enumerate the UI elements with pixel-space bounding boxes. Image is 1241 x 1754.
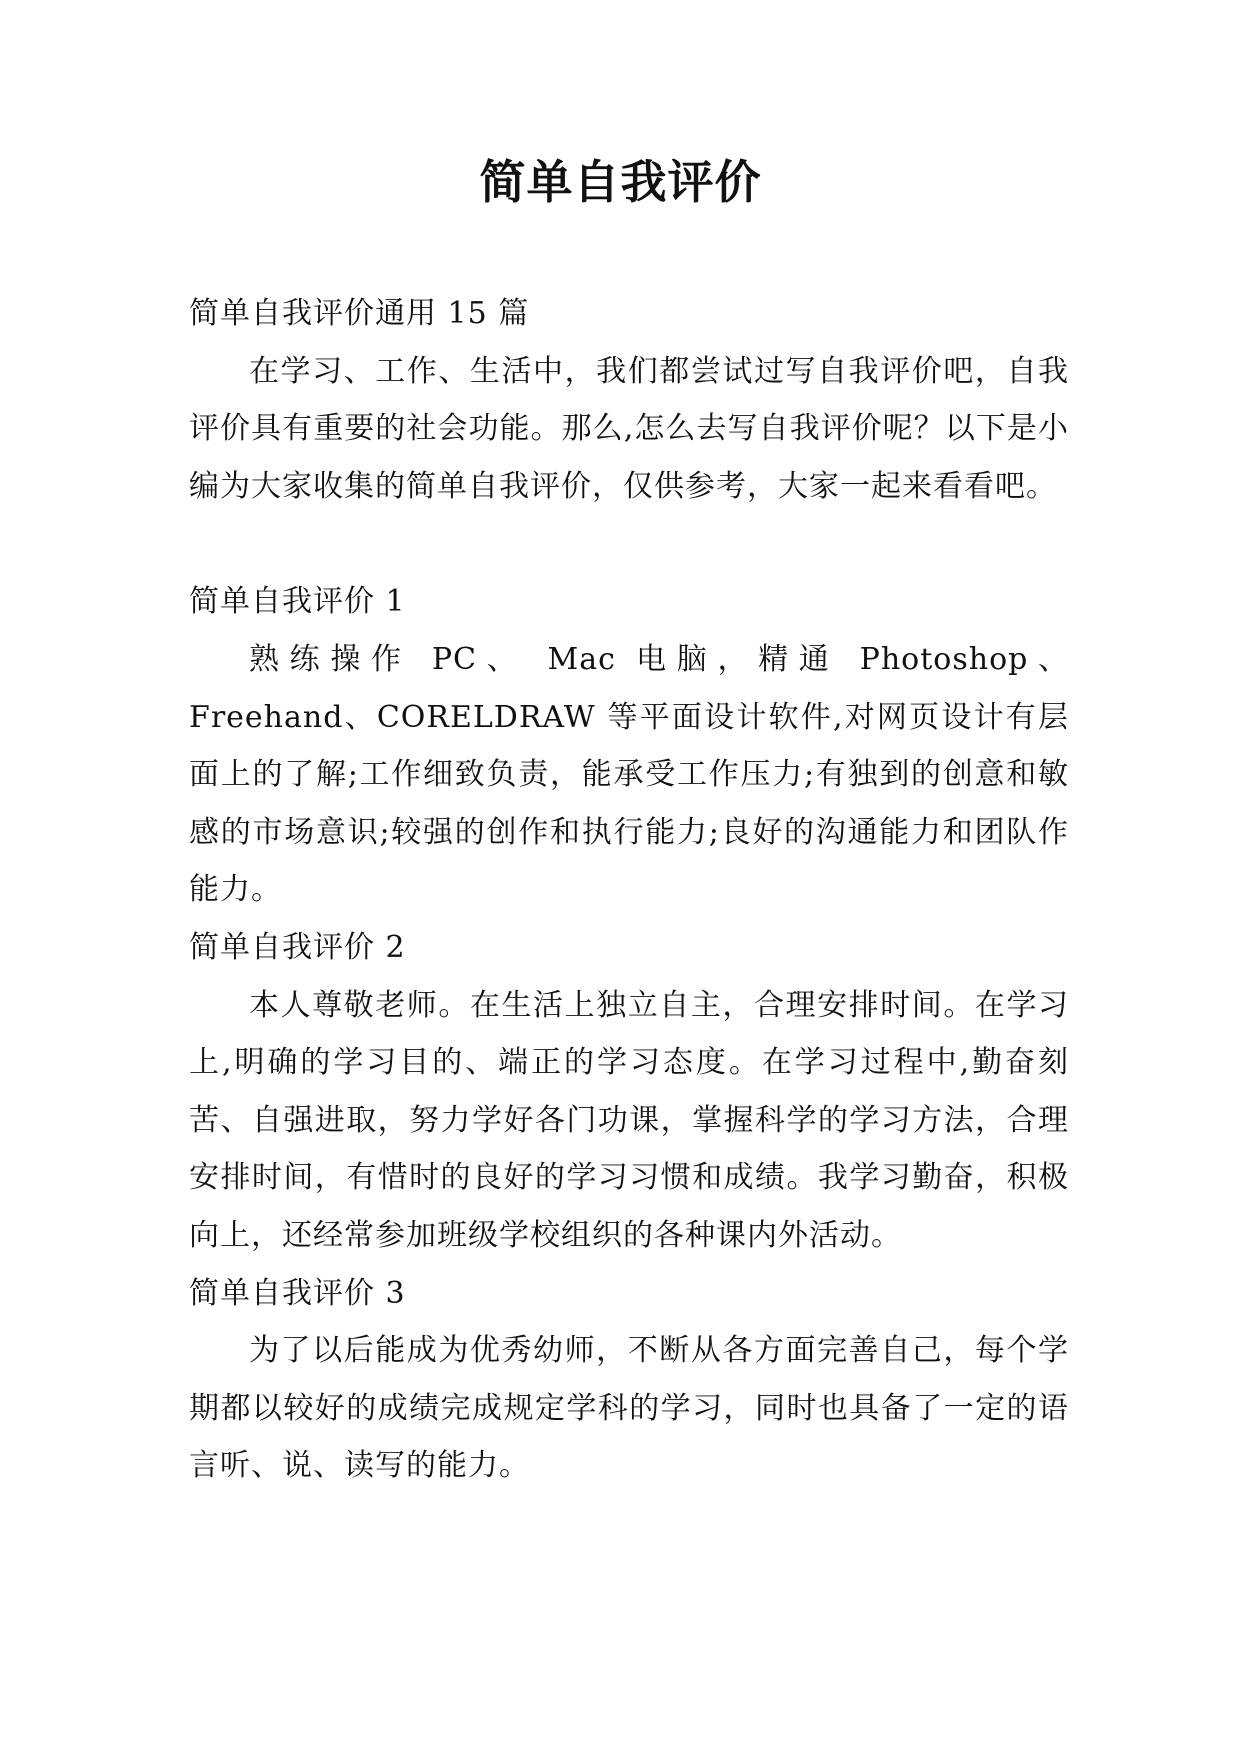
section-spacer <box>189 515 1069 573</box>
document-subtitle: 简单自我评价通用 15 篇 <box>189 296 530 331</box>
page-title: 简单自我评价 <box>479 155 762 209</box>
section-heading: 简单自我评价 2 <box>189 929 406 965</box>
section-paragraph: 熟练操作 PC、 Mac 电脑，精通 Photoshop、Freehand、CORELDRAW 等平面设计软件,对网页设计有层面上的了解;工作细致负责，能承受工作压力;有独到的创意和敏感的市场意识;较强的创作和执行能力;良好的沟通能力和团队作能力。 <box>189 641 1069 908</box>
section-paragraph: 为了以后能成为优秀幼师，不断从各方面完善自己，每个学期都以较好的成绩完成规定学科的学习，同时也具备了一定的语言听、说、读写的能力。 <box>189 1333 1069 1484</box>
section-paragraph: 本人尊敬老师。在生活上独立自主，合理安排时间。在学习上,明确的学习目的、端正的学习态度。在学习过程中,勤奋刻苦、自强进取，努力学好各门功课，掌握科学的学习方法，合理安排时间，有惜时的良好的学习习惯和成绩。我学习勤奋，积极向上，还经常参加班级学校组织的各种课内外活动。 <box>189 987 1069 1253</box>
document-body <box>189 285 1069 1495</box>
intro-paragraph: 在学习、工作、生活中，我们都尝试过写自我评价吧，自我评价具有重要的社会功能。那么,怎么去写自我评价呢？以下是小编为大家收集的简单自我评价，仅供参考，大家一起来看看吧。 <box>189 353 1069 504</box>
section-heading: 简单自我评价 1 <box>189 584 406 620</box>
section-3 <box>189 1265 1069 1495</box>
section-heading: 简单自我评价 3 <box>189 1275 406 1311</box>
section-2 <box>189 919 1069 1265</box>
section-1 <box>189 573 1069 919</box>
